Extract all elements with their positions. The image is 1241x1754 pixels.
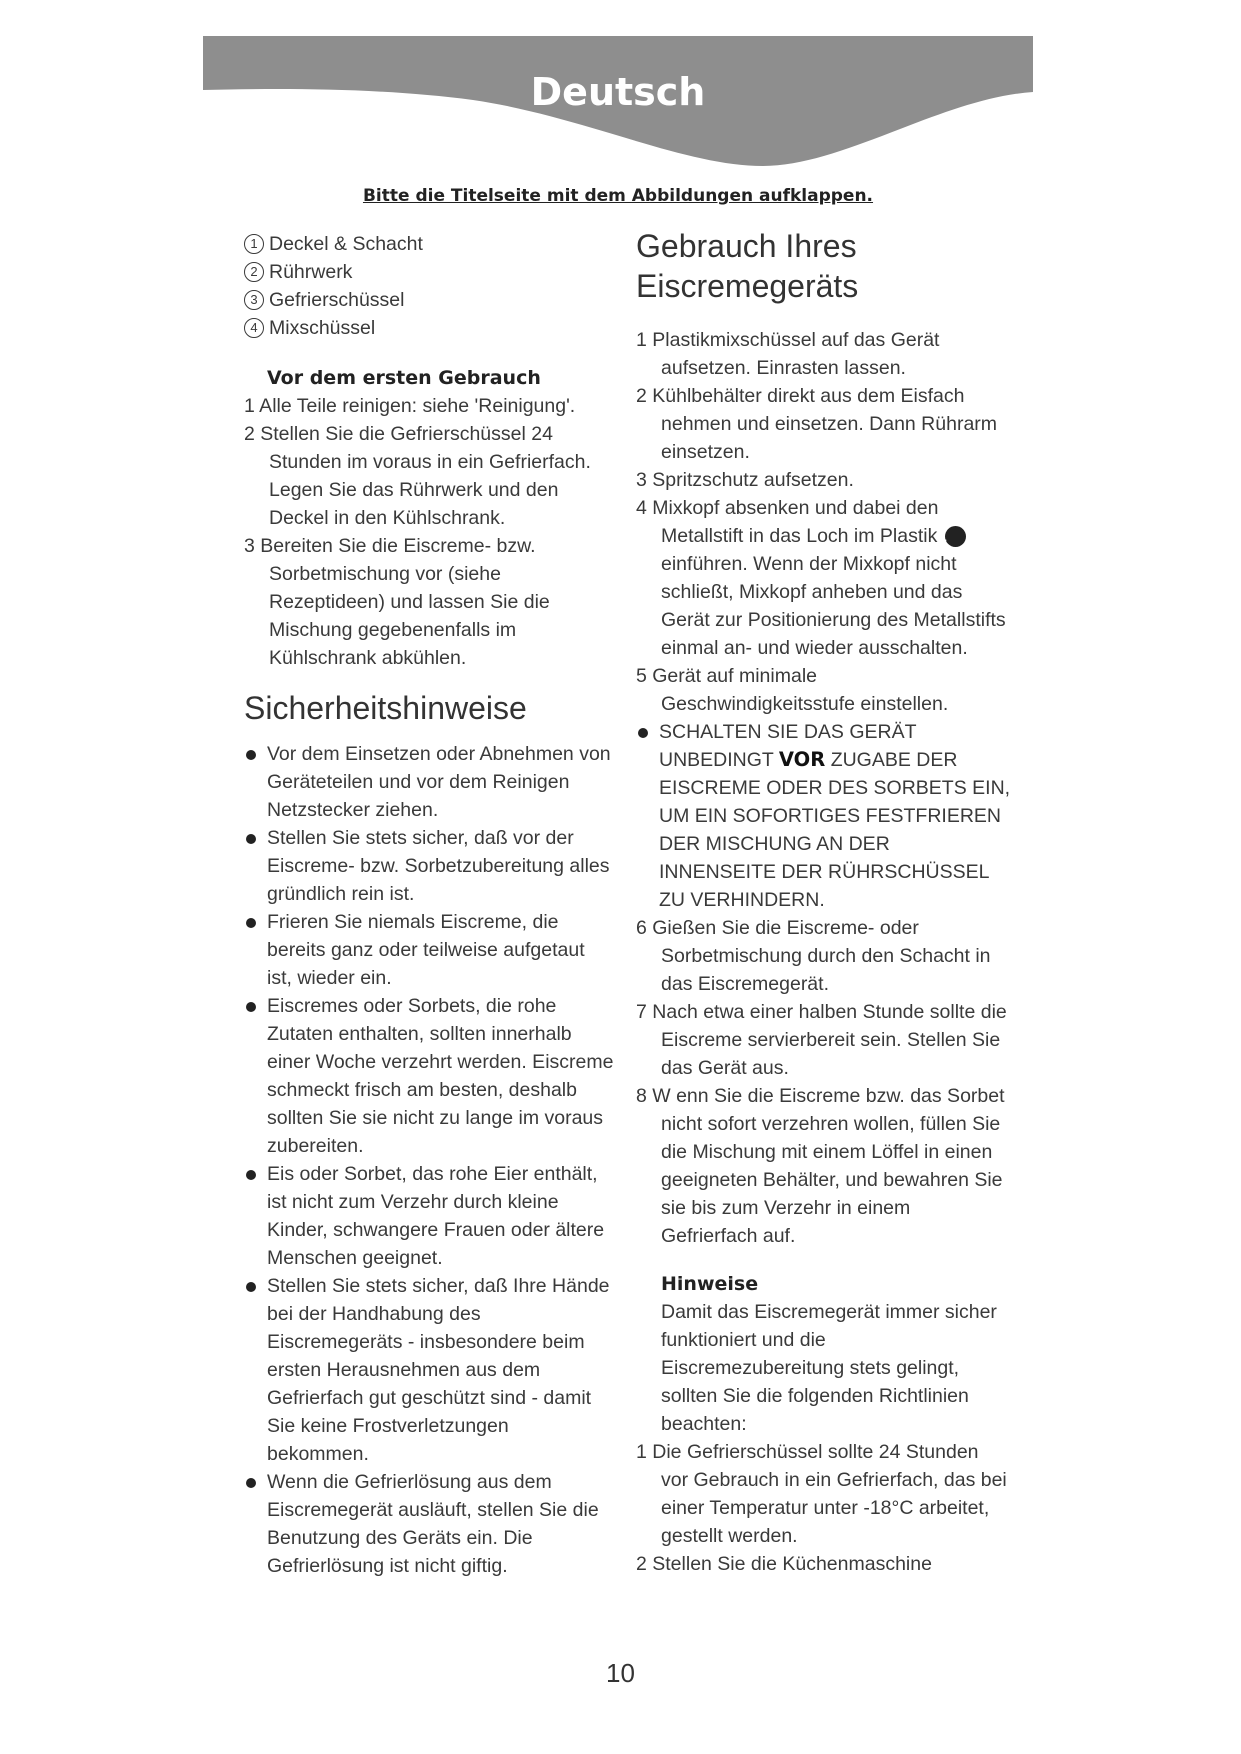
page-title: Deutsch — [530, 70, 706, 114]
part-item — [244, 314, 614, 342]
left-column — [244, 230, 614, 1580]
safety-item: Vor dem Einsetzen oder Abnehmen von Geräteteilen und vor dem Reinigen Netzstecker ziehen. — [244, 740, 614, 824]
part-number: 2 — [244, 262, 264, 282]
part-item — [244, 258, 614, 286]
usage-step: 8 W enn Sie die Eiscreme bzw. das Sorbet nicht sofort verzehren wollen, füllen Sie die Mischung mit einem Löffel in einen geeigneten Behälter, und bewahren Sie sie bis zum Verzehr in einem Gefrierfach auf. — [636, 1085, 1005, 1247]
usage-heading-line1: Gebrauch Ihres — [636, 228, 857, 264]
warning-emphasis: VOR — [778, 748, 826, 771]
part-item — [244, 230, 614, 258]
warning-text-part1: SCHALTEN SIE DAS GERÄT UNBEDINGT — [659, 721, 917, 771]
usage-step-4-part1: 4 Mixkopf absenken und dabei den Metallstift in das Loch im Plastik — [636, 497, 939, 547]
hint-item: 2 Stellen Sie die Küchenmaschine — [636, 1553, 932, 1575]
part-label: Deckel & Schacht — [269, 233, 423, 255]
parts-list — [244, 230, 614, 342]
part-label: Rührwerk — [269, 261, 353, 283]
part-item — [244, 286, 614, 314]
page-number: 10 — [606, 1658, 635, 1688]
safety-item: Frieren Sie niemals Eiscreme, die bereits ganz oder teilweise aufgetaut ist, wieder ein. — [244, 908, 614, 992]
hint-item: 1 Die Gefrierschüssel sollte 24 Stunden vor Gebrauch in ein Gefrierfach, das bei einer Temperatur unter -18°C arbeitet, gestellt werden. — [636, 1441, 1007, 1547]
part-label: Mixschüssel — [269, 317, 376, 339]
part-label: Gefrierschüssel — [269, 289, 405, 311]
safety-item: Wenn die Gefrierlösung aus dem Eiscremegerät ausläuft, stellen Sie die Benutzung des Geräts ein. Die Gefrierlösung ist nicht giftig. — [244, 1468, 614, 1580]
usage-step: 3 Spritzschutz aufsetzen. — [636, 469, 854, 491]
usage-step: 6 Gießen Sie die Eiscreme- oder Sorbetmischung durch den Schacht in das Eiscremegerät. — [636, 917, 991, 995]
part-number: 3 — [244, 290, 264, 310]
before-first-use-heading: Vor dem ersten Gebrauch — [267, 367, 541, 389]
usage-heading — [636, 226, 1011, 306]
hints-heading: Hinweise — [661, 1273, 759, 1295]
list-item: 1 Alle Teile reinigen: siehe 'Reinigung'. — [244, 395, 576, 417]
usage-step: 5 Gerät auf minimale Geschwindigkeitsstufe einstellen. — [636, 665, 949, 715]
usage-step — [636, 494, 1011, 662]
list-item: 2 Stellen Sie die Gefrierschüssel 24 Stunden im voraus in ein Gefrierfach. Legen Sie das Rührwerk und den Deckel in den Kühlschrank. — [244, 423, 591, 529]
warning-item — [636, 718, 1011, 914]
part-number: 1 — [244, 234, 264, 254]
usage-step: 2 Kühlbehälter direkt aus dem Eisfach nehmen und einsetzen. Dann Rührarm einsetzen. — [636, 385, 998, 463]
usage-heading-line2: Eiscremegeräts — [636, 268, 859, 304]
safety-item: Eiscremes oder Sorbets, die rohe Zutaten enthalten, sollten innerhalb einer Woche verzehrt werden. Eiscreme schmeckt frisch am besten, deshalb sollten Sie sie nicht zu lange im voraus zubereiten. — [244, 992, 614, 1160]
right-column — [636, 226, 1011, 1578]
usage-step-4-part2: einführen. Wenn der Mixkopf nicht schließt, Mixkopf anheben und das Gerät zur Positionierung des Metallstifts einmal an- und wieder ausschalten. — [661, 553, 1006, 659]
safety-item: Stellen Sie stets sicher, daß vor der Eiscreme- bzw. Sorbetzubereitung alles gründlich rein ist. — [244, 824, 614, 908]
safety-item: Eis oder Sorbet, das rohe Eier enthält, ist nicht zum Verzehr durch kleine Kinder, schwangere Frauen oder ältere Menschen geeignet. — [244, 1160, 614, 1272]
hints-intro: Damit das Eiscremegerät immer sicher funktioniert und die Eiscremezubereitung stets gelingt, sollten Sie die folgenden Richtlinien beachten: — [661, 1301, 997, 1435]
safety-item: Stellen Sie stets sicher, daß Ihre Hände bei der Handhabung des Eiscremegeräts - insbesondere beim ersten Herausnehmen aus dem Gefrierfach gut geschützt sind - damit Sie keine Frostverletzungen bekommen. — [244, 1272, 614, 1468]
usage-step: 1 Plastikmixschüssel auf das Gerät aufsetzen. Einrasten lassen. — [636, 329, 940, 379]
safety-heading: Sicherheitshinweise — [244, 690, 527, 726]
part-number: 4 — [244, 318, 264, 338]
fold-out-note: Bitte die Titelseite mit dem Abbildungen aufklappen. — [362, 186, 874, 206]
list-item: 3 Bereiten Sie die Eiscreme- bzw. Sorbetmischung vor (siehe Rezeptideen) und lassen Sie die Mischung gegebenenfalls im Kühlschrank abkühlen. — [244, 535, 550, 669]
usage-step: 7 Nach etwa einer halben Stunde sollte die Eiscreme servierbereit sein. Stellen Sie das Gerät aus. — [636, 1001, 1007, 1079]
warning-text-part2: ZUGABE DER EISCREME ODER DES SORBETS EIN, UM EIN SOFORTIGES FESTFRIEREN DER MISCHUNG AN DER INNENSEITE DER RÜHRSCHÜSSEL ZU VERHINDERN. — [659, 749, 1011, 911]
figure-marker-1: 1 — [945, 526, 966, 547]
